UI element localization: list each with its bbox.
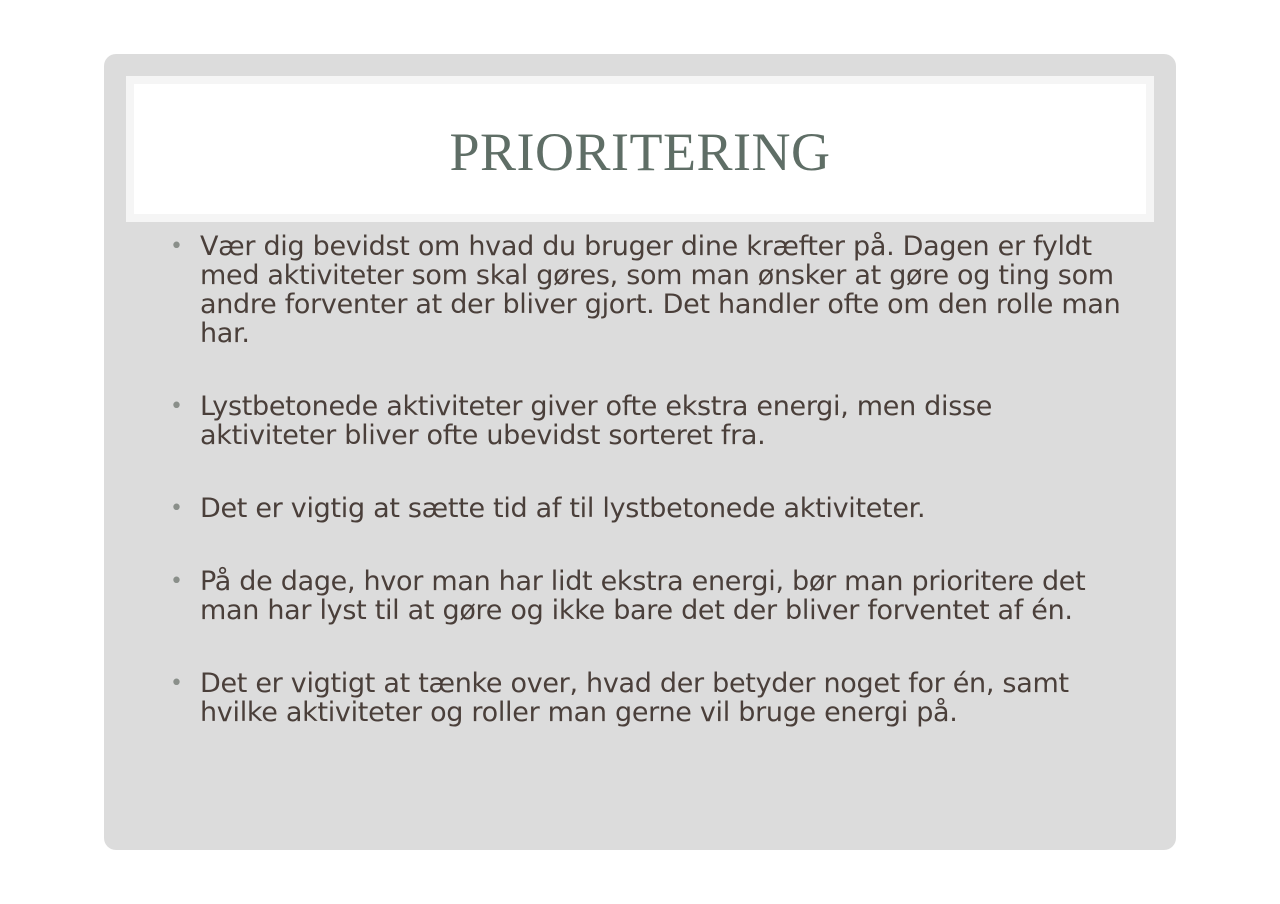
list-item xyxy=(168,232,1128,348)
title-panel xyxy=(134,84,1146,214)
slide xyxy=(104,54,1176,850)
bullet-list xyxy=(168,232,1128,727)
bullet-icon: • xyxy=(170,569,183,594)
list-item xyxy=(168,392,1128,450)
title-box xyxy=(126,76,1154,222)
list-item xyxy=(168,669,1128,727)
list-item xyxy=(168,567,1128,625)
bullet-icon: • xyxy=(170,671,183,696)
bullet-icon: • xyxy=(170,394,183,419)
bullet-icon: • xyxy=(170,496,183,521)
bullet-text: På de dage, hvor man har lidt ekstra energi, bør man prioritere det man har lyst til at gøre og ikke bare det der bliver forventet af én. xyxy=(200,566,1086,626)
bullet-icon: • xyxy=(170,234,183,259)
list-item xyxy=(168,494,1128,523)
bullet-text: Vær dig bevidst om hvad du bruger dine kræfter på. Dagen er fyldt med aktiviteter som skal gøres, som man ønsker at gøre og ting som andre forventer at der bliver gjort. Det handler ofte om den rolle man har. xyxy=(200,231,1121,349)
slide-title: PRIORITERING xyxy=(449,122,831,182)
bullet-text: Det er vigtigt at tænke over, hvad der betyder noget for én, samt hvilke aktiviteter og roller man gerne vil bruge energi på. xyxy=(200,668,1069,728)
bullet-text: Det er vigtig at sætte tid af til lystbetonede aktiviteter. xyxy=(200,493,926,524)
bullet-text: Lystbetonede aktiviteter giver ofte ekstra energi, men disse aktiviteter bliver ofte ubevidst sorteret fra. xyxy=(200,391,993,451)
